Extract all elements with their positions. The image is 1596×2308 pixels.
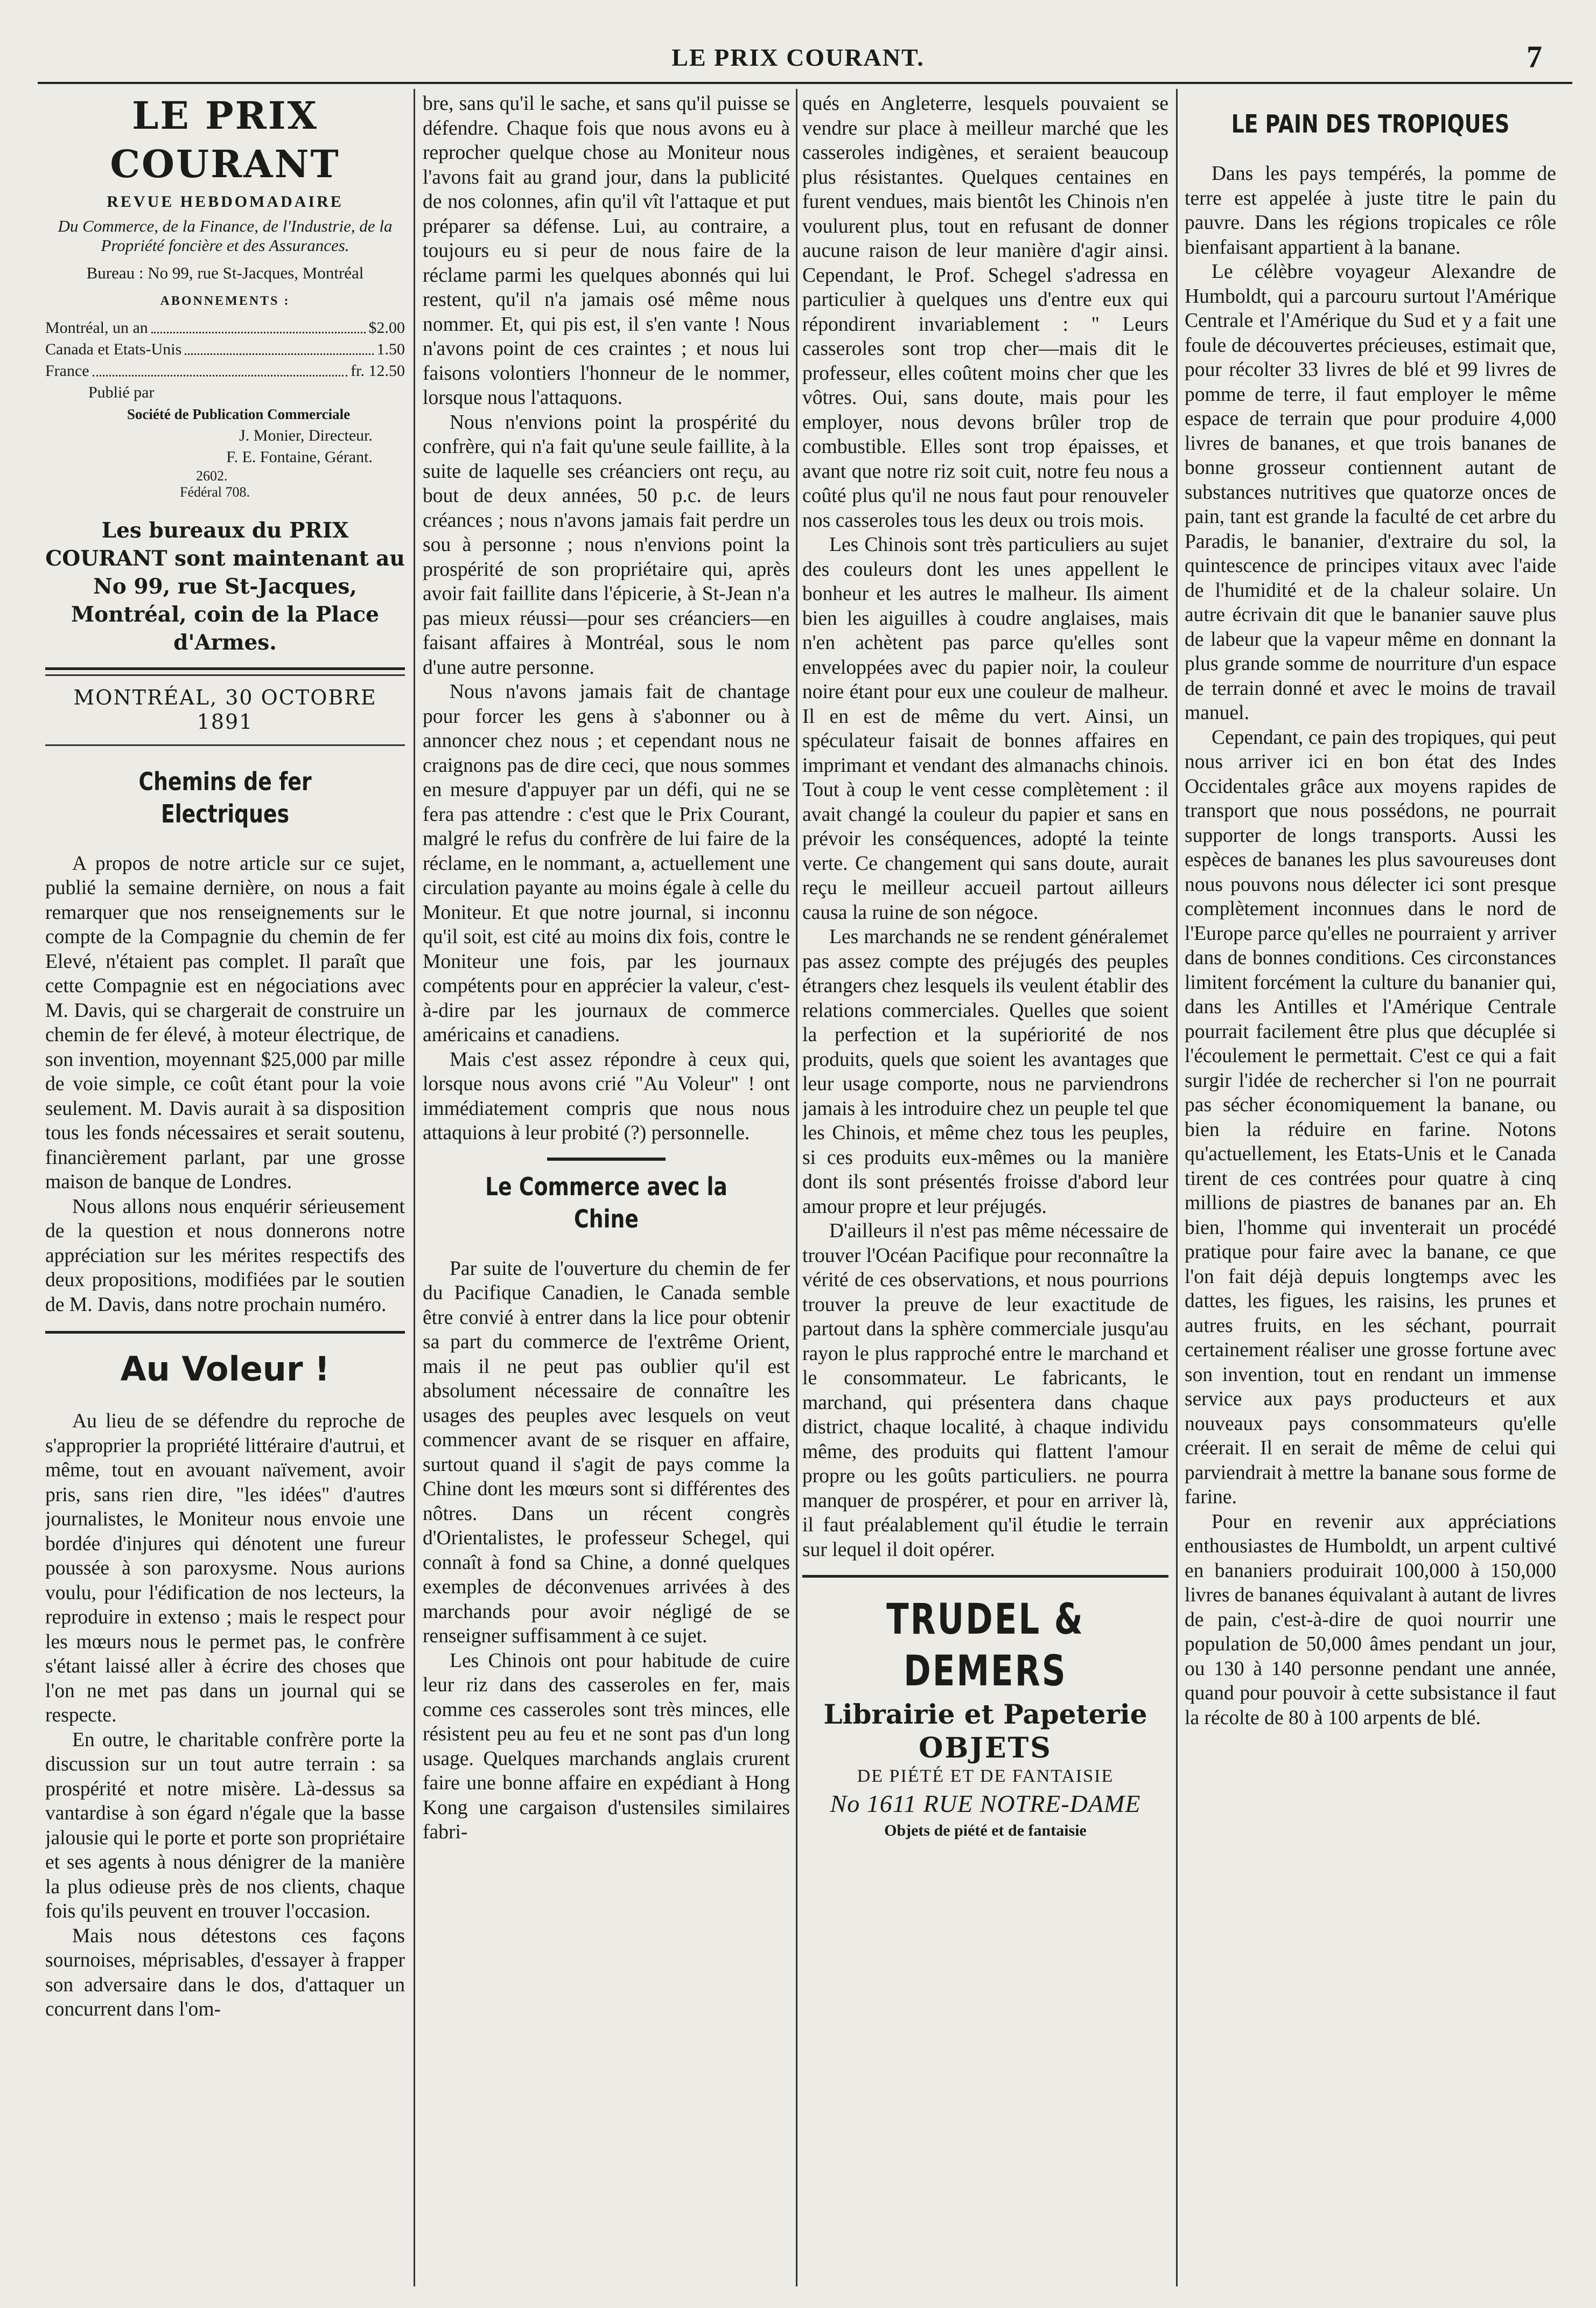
article-title: Le Commerce avec la Chine	[485, 1172, 727, 1233]
ad-address: No 1611 RUE NOTRE-DAME	[830, 1790, 1141, 1817]
ad-line: OBJETS	[919, 1732, 1052, 1765]
divider	[802, 1575, 1168, 1578]
subscription-price: fr. 12.50	[351, 361, 405, 380]
column-3	[802, 92, 1168, 2289]
article-paragraph: A propos de notre article sur ce sujet, publié la semaine dernière, on nous a fait remarquer que nos renseignements sur le compte de la Compagnie du chemin de fer Elevé, n'étaient pas complet. Il paraît que cette Compagnie est en négociations avec M. Davis, qui se chargerait de construire un chemin de fer élevé, à moteur électrique, de son invention, moyennant $25,000 par mille de voie simple, ce coût étant pour la voie seulement. M. Davis aurait à sa disposition tous les fonds nécessaires et serait soutenu, financièrement parlant, par une grosse maison de banque de Londres.	[45, 852, 405, 1193]
divider	[45, 667, 405, 670]
masthead-description: Du Commerce, de la Finance, de l'Industrie, de la Propriété foncière et des Assurances.	[58, 216, 393, 255]
article-paragraph: qués en Angleterre, lesquels pouvaient se vendre sur place à meilleur marché que les casseroles indigènes, et seraient beaucoup plus résistantes. Quelques centaines en furent vendues, mais bientôt les Chinois n'en voulurent plus, tout en refusant de donner aucune raison de leur manière d'agir ainsi. Cependant, le Prof. Schegel s'adressa en particulier à quelques uns d'entre eux qui répondirent invariablement : " Leurs casseroles sont trop cher—mais dit le professeur, elles coûtent moins cher que les vôtres. Oui, sans doute, mais pour les employer, nous devons brûler trop de combustible. Elles sont trop épaisses, et avant que notre riz soit cuit, notre feu nous a coûté plus qu'il ne nous faut pour renouveler nos casseroles tous les deux ou trois mois.	[802, 93, 1168, 532]
column-divider	[414, 89, 415, 2286]
article-paragraph: D'ailleurs il n'est pas même nécessaire de trouver l'Océan Pacifique pour reconnaître la vérité de ces observations, et nous pourrions trouver la preuve de leur exactitude de partout dans la sphère commerciale jusqu'au rayon le plus rapproché entre le marchand et le consommateur. Le fabricants, le marchand, qui présentera dans chaque district, chaque localité, à chaque individu même, des produits qui flattent l'amour propre ou les goûts particuliers. ne pourra manquer de prospérer, et pour en arriver là, il faut préalablement qu'il étudie le terrain sur lequel il doit opérer.	[802, 1220, 1168, 1561]
article-paragraph: Cependant, ce pain des tropiques, qui peut nous arriver ici en bon état des Indes Occidentales grâce aux moyens rapides de transport que nous possédons, ne pourrait supporter de longs transports. Aussi les espèces de bananes les plus savoureuses dont nous pouvons nous délecter ici sont presque complètement inconnues dans le nord de l'Europe parce qu'elles ne pourraient y arriver dans de bonnes conditions. Ces circonstances limitent forcément la culture du bananier qui, dans les Antilles et l'Amérique Centrale pourrait facilement être plus que décuplée si l'écoulement le permettait. C'est ce qui a fait surgir l'idée de rechercher si l'on ne pourrait pas sécher économiquement la banane, ou bien la réduire en farine. Notons qu'actuellement, les Etats-Unis et le Canada tirent de ces contrées pour quatre à cinq millions de piastres de bananes par an. Eh bien, l'homme qui inventerait un procédé pratique pour faire avec la banane, ce que l'on fait déjà depuis longtemps avec les dattes, les figues, les raisins, les prunes et autres fruits, en les séchant, pourrait certainement réaliser une grosse fortune avec son invention, tout en rendant un immense service aux pays producteurs et aux nouveaux pays consommateurs qu'elle créerait. Il en serait de même de celui qui parviendrait à mettre la banane sous forme de farine.	[1185, 726, 1556, 1508]
column-4	[1185, 92, 1556, 2289]
subscription-place: France	[45, 361, 89, 380]
article-paragraph: Mais nous détestons ces façons sournoises, méprisables, d'essayer à frapper son adversaire dans le dos, d'attaquer un concurrent dans l'om-	[45, 1925, 405, 2020]
article-paragraph: Les Chinois sont très particuliers au sujet des couleurs dont les unes appellent le bonheur et les autres le malheur. Ils aiment bien les aiguilles à coudre anglaises, mais n'en achètent pas parce qu'elles sont enveloppées avec du papier noir, la couleur noire étant pour eux une couleur de malheur. Il en est de même du vert. Ainsi, un spéculateur faisait de bonnes affaires en imprimant et vendant des almanachs chinois. Tout à coup le vent cesse complètement : il avait changé la couleur du papier et sans en prévoir les conséquences, adopté la teinte verte. Ce changement qui sans doute, aurait reçu le meilleur accueil partout ailleurs causa la ruine de son négoce.	[802, 534, 1168, 924]
subscription-row	[45, 360, 405, 382]
column-divider	[796, 89, 797, 2286]
subscription-price: 1.50	[376, 340, 405, 358]
dateline: MONTRÉAL, 30 OCTOBRE 1891	[73, 685, 377, 734]
page-number: 7	[1527, 39, 1542, 74]
article-title: LE PAIN DES TROPIQUES	[1231, 109, 1510, 138]
masthead	[45, 92, 405, 746]
article-paragraph: Mais c'est assez répondre à ceux qui, lorsque nous avons crié "Au Voleur" ! ont immédiatement compris que nous nous attaquions à leur probité (?) personnelle.	[423, 1048, 790, 1144]
subscription-row	[45, 317, 405, 339]
advertisement	[802, 1594, 1168, 1842]
divider	[45, 674, 405, 676]
ad-line: Librairie et Papeterie	[823, 1698, 1147, 1730]
column-1	[45, 92, 405, 2289]
article-paragraph: Nous n'avons jamais fait de chantage pour forcer les gens à s'abonner ou à annoncer chez nous ; et cependant nous ne craignons pas de dire ceci, que nous sommes en mesure d'appuyer par un défi, qui ne se fera pas attendre : c'est que le Prix Courant, malgré le refus du confrère de lui faire de la réclame, en le nommant, a, actuellement une circulation payante au moins égale à celle du Moniteur. Et que notre journal, si inconnu qu'il soit, est cité au moins dix fois, contre le Moniteur une fois, par les journaux compétents pour en apprécier la valeur, c'est-à-dire par les journaux de commerce américains et canadiens.	[423, 681, 790, 1046]
article-paragraph: Au lieu de se défendre du reproche de s'approprier la propriété littéraire d'autrui, et même, tout en avouant naïvement, avoir pris, sans rien dire, "les idées" d'autres journalistes, le Moniteur nous envoie une bordée d'injures qui dénotent une fureur poussée à son paroxysme. Nous aurions voulu, pour l'édification de nos lecteurs, la reproduire in extenso ; mais le respect pour les mœurs nous le permet pas, le confrère s'étant laissé aller à écrire des choses que l'on ne met pas dans un journal qui se respecte.	[45, 1410, 405, 1726]
subscription-place: Montréal, un an	[45, 318, 148, 337]
published-by: Publié par	[88, 383, 155, 401]
article-paragraph: bre, sans qu'il le sache, et sans qu'il puisse se défendre. Chaque fois que nous avons eu à reprocher quelque chose au Moniteur nous l'avons fait au grand jour, dans la publicité de nos colonnes, afin qu'il vît l'attaque et put préparer sa défense. Lui, au contraire, a toujours eu si peur de nous faire de la réclame parmi les quelques abonnés qui lui restent, qu'il n'a jamais osé même nous nommer. Et, qui pis est, il s'en vante ! Nous n'avons point de ces craintes ; et nous lui faisons volontiers l'honneur de le nommer, lorsque nous l'attaquons.	[423, 93, 790, 409]
article-title: Chemins de fer Electriques	[138, 766, 312, 828]
running-title: LE PRIX COURANT.	[671, 44, 925, 71]
article-paragraph: Les marchands ne se rendent généralemet pas assez compte des préjugés des peuples étrangers chez lesquels ils veulent établir des relations commerciales. Quelles que soient la perfection et la supériorité de nos produits, quels que soient les avantages que leur usage comporte, nous ne parviendrons jamais à les introduire chez un peuple tel que les Chinois, et même chez tous les peuples, si ces produits eux-mêmes ou la manière dont ils sont présentés froisse d'abord leur amour propre et leur préjugés.	[802, 926, 1168, 1218]
masthead-bureau: Bureau : No 99, rue St-Jacques, Montréal	[86, 263, 364, 282]
phone-2: Fédéral 708.	[180, 484, 250, 500]
article-paragraph: Les Chinois ont pour habitude de cuire leur riz dans des casseroles en fer, mais comme ces casseroles sont très minces, elle résistent peu au feu et ne sont pas d'un long usage. Quelques marchands anglais crurent faire une bonne affaire en expédiant à Hong Kong une cargaison d'ustensiles similaires fabri-	[423, 1649, 790, 1843]
phone-1: 2602.	[196, 468, 228, 484]
article-paragraph: Nous allons nous enquérir sérieusement de la question et nous donnerons notre appréciation sur les mérites respectifs des deux propositions, modifiées par le soutien de M. Davis, dans notre prochain numéro.	[45, 1195, 405, 1316]
subscription-price: $2.00	[368, 318, 405, 337]
divider	[45, 744, 405, 746]
article-paragraph: Pour en revenir aux appréciations enthousiastes de Humboldt, un arpent cultivé en bananiers produirait 100,000 à 150,000 livres de bananes équivalant à autant de livres de pain, c'est-à-dire de quoi nourrir une population de 50,000 âmes pendant un jour, ou 130 à 140 personne pendant une année, quand pour pouvoir à cette subsistance il faut la récolte de 80 à 100 arpents de blé.	[1185, 1510, 1556, 1729]
divider	[547, 1158, 666, 1161]
column-2	[423, 92, 790, 2289]
divider	[45, 1331, 405, 1334]
running-head	[0, 39, 1596, 76]
article-title: Au Voleur !	[120, 1349, 330, 1389]
article-paragraph: En outre, le charitable confrère porte la discussion sur un tout autre terrain : sa prospérité et notre misère. Là-dessus sa vantardise à son égard n'égale que la basse jalousie qui le porte et porte son propriétaire et ses agents à nous dénigrer de la manière la plus odieuse près de nos clients, chaque fois qu'ils peuvent en trouver l'occasion.	[45, 1728, 405, 1922]
director: J. Monier, Directeur.	[239, 426, 373, 444]
ad-line: Objets de piété et de fantaisie	[884, 1822, 1087, 1839]
header-rule	[38, 82, 1572, 84]
subscription-row	[45, 339, 405, 360]
subscriptions-title: ABONNEMENTS :	[160, 294, 290, 308]
column-divider	[1176, 89, 1178, 2286]
subscription-place: Canada et Etats-Unis	[45, 340, 182, 358]
office-notice: Les bureaux du PRIX COURANT sont maintenant au No 99, rue St-Jacques, Montréal, coin de la Place d'Armes.	[45, 518, 405, 655]
masthead-subtitle: REVUE HEBDOMADAIRE	[107, 193, 344, 211]
article-paragraph: Nous n'envions point la prospérité du confrère, qui n'a fait qu'une seule faillite, à la suite de laquelle ses créanciers ont reçu, au bout de deux années, 50 p.c. de leurs créances ; nous n'avons jamais fait perdre un sou à personne ; nous n'envions point la prospérité de son propriétaire qui, après avoir fait faillite dans l'épicerie, à St-Jean n'a pas mieux réussi—pour ses créanciers—en faisant affaires à Montréal, sous le nom d'une autre personne.	[423, 411, 790, 679]
masthead-title: LE PRIX COURANT	[110, 93, 340, 186]
article-paragraph: Le célèbre voyageur Alexandre de Humboldt, qui a parcouru surtout l'Amérique Centrale et l'Amérique du Sud et y a fait une foule de découvertes précieuses, estimait que, pour récolter 33 livres de blé et 99 livres de pomme de terre, il faut employer le même espace de terrain que pour produire 4,000 livres de bananes, et que trois bananes de bonne grosseur contiennent autant de substances nutritives que quatorze onces de pain, tant est grande la faculté de cet arbre du Paradis, le bananier, d'extraire du sol, la quintescence de principes vitaux avec l'aide de l'humidité et de la chaleur solaire. Un autre écrivain dit que le bananier sauve plus de labeur que la vapeur même en donnant la plus grande somme de nourriture d'un espace de terrain donné et avec le moins de travail manuel.	[1185, 261, 1556, 724]
article-paragraph: Par suite de l'ouverture du chemin de fer du Pacifique Canadien, le Canada semble être convié à entrer dans la lice pour obtenir sa part du commerce de l'extrême Orient, mais il ne peut pas oublier qu'il est absolument nécessaire de connaître les usages des peuples avec lesquels on veut commencer avant de se risquer en affaire, surtout quand il s'agit de pays comme la Chine dont les mœurs sont si différentes des nôtres. Dans un récent congrès d'Orientalistes, le professeur Schegel, qui connaît à fond sa Chine, a donné quelques exemples de déconvenues arrivées à des marchands pour avoir négligé de se renseigner suffisamment à ce sujet.	[423, 1257, 790, 1647]
manager: F. E. Fontaine, Gérant.	[226, 448, 373, 466]
article-paragraph: Dans les pays tempérés, la pomme de terre est appelée à juste titre le pain du pauvre. Dans les régions tropicales ce rôle bienfaisant appartient à la banane.	[1185, 163, 1556, 259]
ad-firm-name: TRUDEL & DEMERS	[886, 1595, 1084, 1696]
publisher: Société de Publication Commerciale	[127, 406, 351, 422]
ad-line: DE PIÉTÉ ET DE FANTAISIE	[857, 1766, 1114, 1786]
